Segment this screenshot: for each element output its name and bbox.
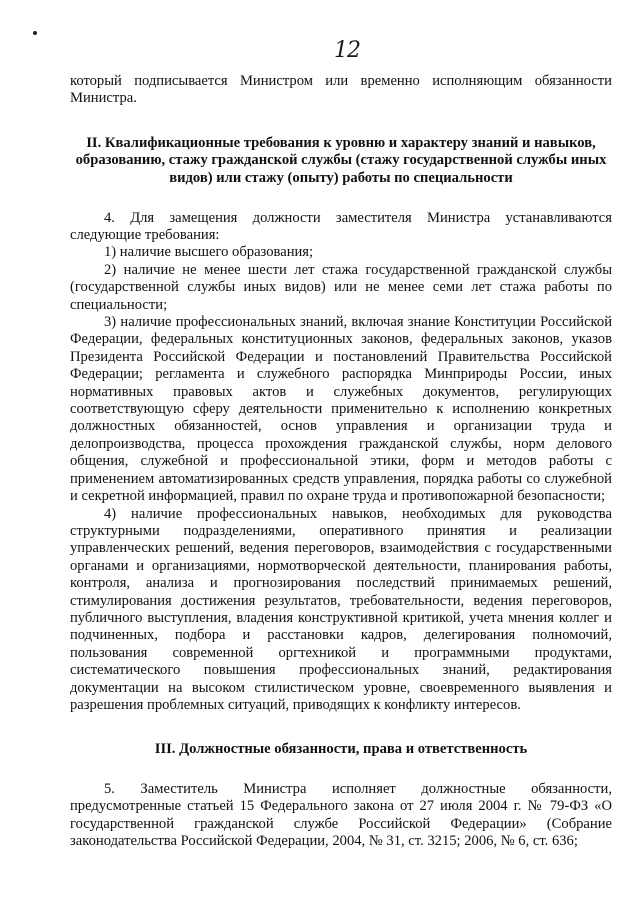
spacer (70, 108, 612, 135)
item-5: 5. Заместитель Министра исполняет должностные обязанности, предусмотренные статьей 15 Федерального закона от 27 июля 2004 г. № 79-ФЗ «О государственной гражданской службе Российской Федерации» (Собрание законодательства Российской Федерации, 2004, № 31, ст. 3215; 2006, № 6, ст. 636; (70, 780, 612, 850)
page-number: 12 (334, 38, 360, 63)
requirement-4: 4) наличие профессиональных навыков, необходимых для руководства структурными подразделениями, оперативного принятия и реализации управленческих решений, ведения переговоров, взаимодействия с государственными органами и организациями, нормотворческой деятельности, планирования работы, контроля, анализа и прогнозирования последствий принимаемых решений, стимулирования достижения результатов, требовательности, ведения переговоров, публичного выступления, владения конструктивной критикой, учета мнения коллег и подчиненных, подбора и расстановки кадров, делегирования полномочий, пользования современной оргтехникой и программными продуктами, систематического повышения профессиональных знаний, редактирования документации на высоком стилистическом уровне, своевременного выявления и разрешения проблемных ситуаций, приводящих к конфликту интересов. (70, 505, 612, 713)
section-3-heading: III. Должностные обязанности, права и ответственность (154, 741, 528, 758)
section-2-heading: II. Квалификационные требования к уровню и характеру знаний и навыков, образованию, стажу гражданской службы (стажу государственной службы иных видов) или стажу (опыту) работы по специальности (75, 134, 607, 186)
document-body (70, 73, 612, 851)
requirement-3: 3) наличие профессиональных знаний, включая знание Конституции Российской Федерации, федеральных конституционных законов, федеральных законов, указов Президента Российской Федерации и постановлений Правительства Российской Федерации; регламента и служебного распорядка Минприроды России, иных нормативных правовых актов и служебных документов, регулирующих соответствующую сферу деятельности применительно к исполнению конкретных должностных обязанностей, основ управления и организации труда и делопроизводства, процесса прохождения гражданской службы, норм делового общения, служебной и профессиональной этики, форм и методов работы с применением автоматизированных средств управления, порядка работы со служебной и секретной информацией, правил по охране труда и противопожарной безопасности; (70, 314, 612, 505)
scan-dot-mark (33, 31, 37, 35)
spacer (70, 188, 612, 210)
requirement-1: 1) наличие высшего образования; (104, 244, 314, 261)
spacer (70, 714, 612, 741)
item-4-intro: 4. Для замещения должности заместителя Министра устанавливаются следующие требования: (70, 209, 612, 243)
intro-paragraph: который подписывается Министром или временно исполняющим обязанности Министра. (70, 73, 612, 107)
spacer (70, 759, 612, 781)
requirement-2: 2) наличие не менее шести лет стажа государственной гражданской службы (государственной службы иных видов) или не менее семи лет стажа работы по специальности; (70, 261, 612, 313)
